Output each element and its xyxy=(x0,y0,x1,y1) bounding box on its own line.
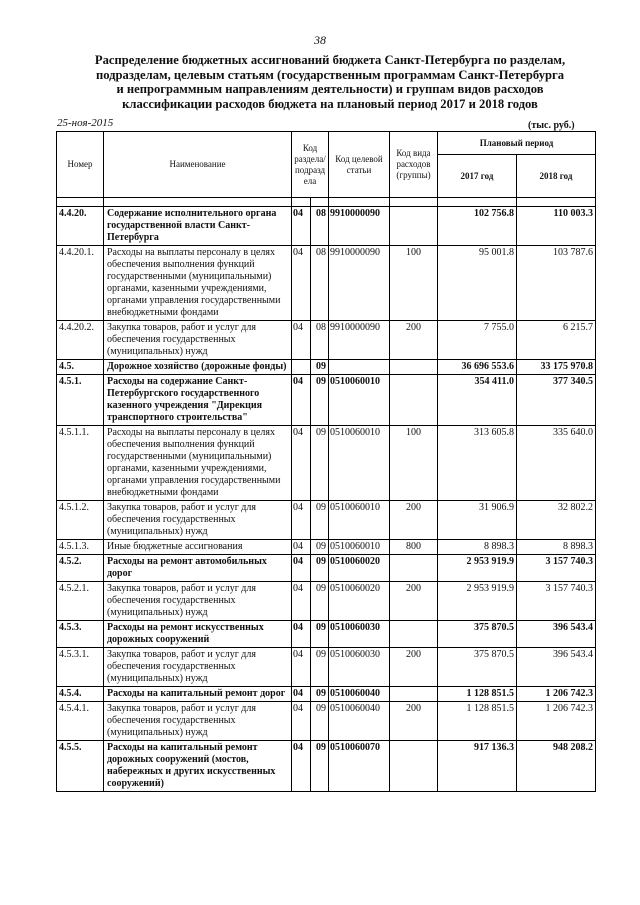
row-section-code: 04 xyxy=(292,648,311,687)
row-name: Содержание исполнительного органа государственной власти Санкт-Петербурга xyxy=(104,207,292,246)
table-row xyxy=(57,375,596,426)
row-number: 4.5.4.1. xyxy=(57,702,104,741)
row-value-2017: 1 128 851.5 xyxy=(438,702,517,741)
row-section-code xyxy=(292,360,311,375)
row-section-code: 04 xyxy=(292,246,311,321)
table-row xyxy=(57,687,596,702)
row-target-code: 0510060010 xyxy=(329,540,390,555)
row-target-code: 0510060030 xyxy=(329,648,390,687)
header-planned-period: Плановый период xyxy=(438,132,596,155)
row-value-2017: 8 898.3 xyxy=(438,540,517,555)
row-subsection-code: 08 xyxy=(311,246,329,321)
row-expense-group: 200 xyxy=(390,321,438,360)
row-target-code: 9910000090 xyxy=(329,321,390,360)
table-row xyxy=(57,741,596,792)
row-subsection-code: 09 xyxy=(311,702,329,741)
row-number: 4.5.1. xyxy=(57,375,104,426)
row-value-2017: 2 953 919.9 xyxy=(438,555,517,582)
table-row xyxy=(57,582,596,621)
row-subsection-code: 09 xyxy=(311,426,329,501)
row-expense-group: 800 xyxy=(390,540,438,555)
document-date: 25-ноя-2015 xyxy=(57,117,114,129)
row-subsection-code: 09 xyxy=(311,582,329,621)
row-expense-group xyxy=(390,207,438,246)
page-number: 38 xyxy=(314,33,326,47)
row-expense-group xyxy=(390,555,438,582)
row-value-2017: 102 756.8 xyxy=(438,207,517,246)
row-value-2017: 375 870.5 xyxy=(438,621,517,648)
title-line: подразделам, целевым статьям (государственным программам Санкт-Петербурга xyxy=(95,67,565,82)
row-value-2018: 103 787.6 xyxy=(517,246,596,321)
row-target-code: 0510060010 xyxy=(329,426,390,501)
row-section-code: 04 xyxy=(292,621,311,648)
row-target-code: 0510060020 xyxy=(329,582,390,621)
row-value-2018: 1 206 742.3 xyxy=(517,702,596,741)
title-line: Распределение бюджетных ассигнований бюджета Санкт-Петербурга по разделам, xyxy=(94,53,566,67)
row-section-code: 04 xyxy=(292,687,311,702)
row-value-2017: 1 128 851.5 xyxy=(438,687,517,702)
row-target-code: 0510060010 xyxy=(329,501,390,540)
row-expense-group xyxy=(390,687,438,702)
row-subsection-code: 09 xyxy=(311,621,329,648)
table-row xyxy=(57,426,596,501)
row-value-2018: 3 157 740.3 xyxy=(517,555,596,582)
header-spacer-row xyxy=(57,198,596,207)
table-row xyxy=(57,702,596,741)
row-value-2018: 110 003.3 xyxy=(517,207,596,246)
row-subsection-code: 08 xyxy=(311,207,329,246)
table-row xyxy=(57,321,596,360)
table-row xyxy=(57,501,596,540)
row-name: Расходы на ремонт искусственных дорожных сооружений xyxy=(104,621,292,648)
header-name: Наименование xyxy=(104,132,292,198)
row-value-2018: 33 175 970.8 xyxy=(517,360,596,375)
row-name: Закупка товаров, работ и услуг для обеспечения государственных (муниципальных) нужд xyxy=(104,501,292,540)
budget-table xyxy=(56,131,596,792)
row-number: 4.4.20.1. xyxy=(57,246,104,321)
row-subsection-code: 09 xyxy=(311,648,329,687)
table-row xyxy=(57,207,596,246)
row-name: Расходы на выплаты персоналу в целях обеспечения выполнения функций государственными (муниципальными) органами, казенными учреждениями, органами управления государственными внебюджетными фондами xyxy=(104,426,292,501)
row-expense-group: 100 xyxy=(390,426,438,501)
row-subsection-code: 09 xyxy=(311,360,329,375)
table-row xyxy=(57,555,596,582)
row-subsection-code: 09 xyxy=(311,555,329,582)
row-target-code: 0510060040 xyxy=(329,702,390,741)
row-target-code: 0510060010 xyxy=(329,375,390,426)
row-name: Дорожное хозяйство (дорожные фонды) xyxy=(104,360,292,375)
row-target-code: 0510060040 xyxy=(329,687,390,702)
header-2018: 2018 год xyxy=(517,155,596,198)
row-target-code: 9910000090 xyxy=(329,207,390,246)
row-value-2018: 396 543.4 xyxy=(517,621,596,648)
row-value-2018: 948 208.2 xyxy=(517,741,596,792)
row-subsection-code: 09 xyxy=(311,687,329,702)
row-name: Расходы на содержание Санкт-Петербургского государственного казенного учреждения "Дирекция транспортного строительства" xyxy=(104,375,292,426)
header-code-section: Код раздела/ подразд ела xyxy=(292,132,329,198)
row-name: Расходы на ремонт автомобильных дорог xyxy=(104,555,292,582)
row-target-code xyxy=(329,360,390,375)
row-subsection-code: 09 xyxy=(311,375,329,426)
table-body xyxy=(57,198,596,792)
row-number: 4.5.4. xyxy=(57,687,104,702)
table-row xyxy=(57,621,596,648)
row-name: Расходы на выплаты персоналу в целях обеспечения выполнения функций государственными (муниципальными) органами, казенными учреждениями, органами управления государственными внебюджетными фондами xyxy=(104,246,292,321)
row-expense-group: 200 xyxy=(390,582,438,621)
row-name: Закупка товаров, работ и услуг для обеспечения государственных (муниципальных) нужд xyxy=(104,321,292,360)
row-name: Закупка товаров, работ и услуг для обеспечения государственных (муниципальных) нужд xyxy=(104,648,292,687)
row-section-code: 04 xyxy=(292,555,311,582)
row-target-code: 0510060070 xyxy=(329,741,390,792)
row-name: Иные бюджетные ассигнования xyxy=(104,540,292,555)
row-section-code: 04 xyxy=(292,375,311,426)
row-section-code: 04 xyxy=(292,702,311,741)
title-line: и непрограммным направлениям деятельности) и группам видов расходов xyxy=(116,82,544,97)
row-value-2018: 3 157 740.3 xyxy=(517,582,596,621)
row-expense-group: 100 xyxy=(390,246,438,321)
row-number: 4.5.1.3. xyxy=(57,540,104,555)
row-value-2017: 375 870.5 xyxy=(438,648,517,687)
row-value-2017: 917 136.3 xyxy=(438,741,517,792)
row-value-2018: 32 802.2 xyxy=(517,501,596,540)
row-subsection-code: 08 xyxy=(311,321,329,360)
row-name: Закупка товаров, работ и услуг для обеспечения государственных (муниципальных) нужд xyxy=(104,702,292,741)
header-number: Номер xyxy=(57,132,104,198)
row-section-code: 04 xyxy=(292,582,311,621)
row-value-2018: 8 898.3 xyxy=(517,540,596,555)
row-number: 4.5.2.1. xyxy=(57,582,104,621)
table-row xyxy=(57,360,596,375)
row-number: 4.5.1.1. xyxy=(57,426,104,501)
row-value-2018: 1 206 742.3 xyxy=(517,687,596,702)
table-row xyxy=(57,648,596,687)
row-target-code: 0510060030 xyxy=(329,621,390,648)
row-name: Расходы на капитальный ремонт дорог xyxy=(104,687,292,702)
row-value-2017: 2 953 919.9 xyxy=(438,582,517,621)
row-expense-group xyxy=(390,621,438,648)
row-section-code: 04 xyxy=(292,741,311,792)
row-subsection-code: 09 xyxy=(311,741,329,792)
row-value-2018: 335 640.0 xyxy=(517,426,596,501)
row-name: Закупка товаров, работ и услуг для обеспечения государственных (муниципальных) нужд xyxy=(104,582,292,621)
row-value-2017: 313 605.8 xyxy=(438,426,517,501)
row-value-2017: 354 411.0 xyxy=(438,375,517,426)
row-number: 4.5.5. xyxy=(57,741,104,792)
row-number: 4.4.20.2. xyxy=(57,321,104,360)
row-subsection-code: 09 xyxy=(311,540,329,555)
row-subsection-code: 09 xyxy=(311,501,329,540)
row-value-2017: 31 906.9 xyxy=(438,501,517,540)
row-name: Расходы на капитальный ремонт дорожных сооружений (мостов, набережных и других искусственных сооружений) xyxy=(104,741,292,792)
row-value-2017: 36 696 553.6 xyxy=(438,360,517,375)
row-expense-group xyxy=(390,741,438,792)
header-2017: 2017 год xyxy=(438,155,517,198)
row-value-2018: 6 215.7 xyxy=(517,321,596,360)
row-section-code: 04 xyxy=(292,207,311,246)
row-expense-group xyxy=(390,360,438,375)
row-number: 4.5. xyxy=(57,360,104,375)
row-number: 4.4.20. xyxy=(57,207,104,246)
header-code-type: Код вида расходов (группы) xyxy=(390,132,438,198)
row-number: 4.5.3.1. xyxy=(57,648,104,687)
row-target-code: 0510060020 xyxy=(329,555,390,582)
row-value-2018: 377 340.5 xyxy=(517,375,596,426)
table-row xyxy=(57,540,596,555)
row-expense-group: 200 xyxy=(390,702,438,741)
row-value-2018: 396 543.4 xyxy=(517,648,596,687)
row-value-2017: 95 001.8 xyxy=(438,246,517,321)
row-number: 4.5.1.2. xyxy=(57,501,104,540)
row-section-code: 04 xyxy=(292,540,311,555)
row-number: 4.5.3. xyxy=(57,621,104,648)
document-title xyxy=(70,53,590,111)
row-section-code: 04 xyxy=(292,321,311,360)
row-section-code: 04 xyxy=(292,501,311,540)
units-label: (тыс. руб.) xyxy=(528,120,575,131)
row-number: 4.5.2. xyxy=(57,555,104,582)
row-value-2017: 7 755.0 xyxy=(438,321,517,360)
header-code-target: Код целевой статьи xyxy=(329,132,390,198)
row-expense-group xyxy=(390,375,438,426)
row-target-code: 9910000090 xyxy=(329,246,390,321)
title-line: классификации расходов бюджета на плановый период 2017 и 2018 годов xyxy=(122,96,538,111)
table-row xyxy=(57,246,596,321)
row-expense-group: 200 xyxy=(390,648,438,687)
row-section-code: 04 xyxy=(292,426,311,501)
row-expense-group: 200 xyxy=(390,501,438,540)
